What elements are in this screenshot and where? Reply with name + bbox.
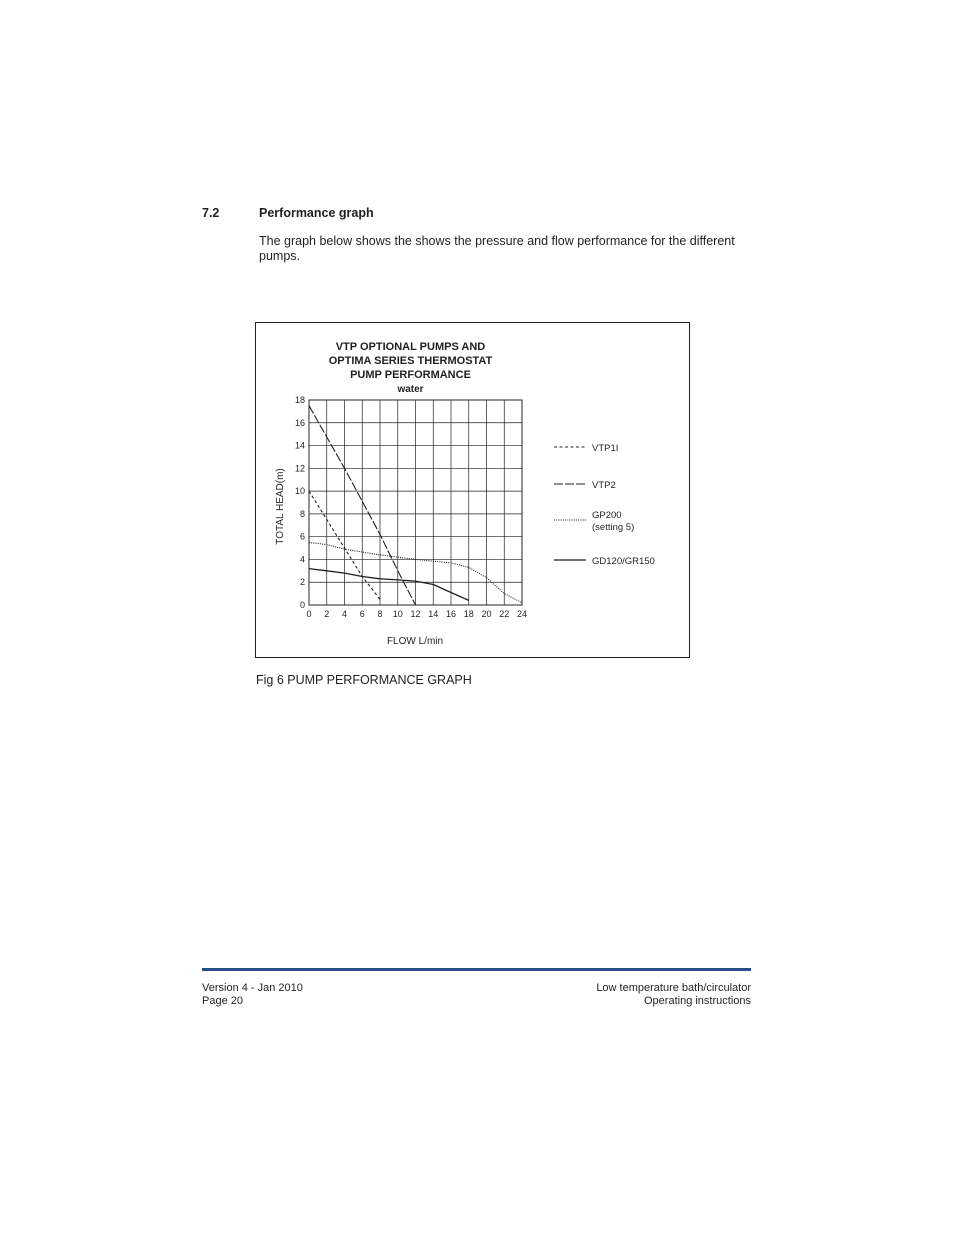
y-tick-label: 10 [294,486,305,497]
x-tick-label: 6 [359,609,365,619]
chart-subtitle: water [397,384,424,395]
x-tick-label: 4 [341,609,348,619]
footer-left [202,982,303,1008]
legend-label: (setting 5) [592,522,635,533]
figure-caption: Fig 6 PUMP PERFORMANCE GRAPH [256,673,472,687]
legend-label: GP200 [592,510,622,521]
footer-version: Version 4 - Jan 2010 [202,982,303,994]
x-tick-label: 20 [481,609,492,619]
chart-title-line: VTP OPTIONAL PUMPS AND [335,341,486,353]
chart-frame [255,322,690,658]
pump-performance-chart [256,323,689,657]
section-title: Performance graph [259,206,374,220]
legend-label: VTP2 [592,480,616,491]
y-tick-label: 4 [299,554,305,565]
legend-label: VTP1I [592,443,619,454]
chart-title-line: PUMP PERFORMANCE [350,369,471,381]
y-tick-label: 6 [299,531,305,542]
x-tick-label: 18 [463,609,474,619]
y-tick-label: 16 [294,417,305,428]
y-tick-label: 14 [294,440,305,451]
x-tick-label: 14 [428,609,439,619]
footer-product: Low temperature bath/circulator [596,982,751,994]
footer-right [596,982,751,1008]
x-tick-label: 16 [445,609,457,619]
x-tick-label: 22 [499,609,510,619]
x-tick-label: 8 [377,609,383,619]
footer-doc-type: Operating instructions [644,995,751,1007]
y-tick-label: 18 [294,395,305,405]
y-tick-label: 8 [299,508,305,519]
x-axis-label: FLOW L/min [386,636,444,647]
chart-title-line: OPTIMA SERIES THERMOSTAT [328,355,493,367]
x-tick-label: 12 [410,609,421,619]
footer-page-number: Page 20 [202,995,243,1007]
section-number: 7.2 [202,206,220,220]
footer-rule [202,968,751,971]
x-tick-label: 2 [324,609,330,619]
x-tick-label: 10 [392,609,403,619]
x-tick-label: 24 [516,609,528,619]
x-tick-label: 0 [306,609,312,619]
y-axis-label: TOTAL HEAD(m) [275,468,286,545]
series-line [309,569,469,601]
y-tick-label: 2 [299,577,305,588]
y-tick-label: 12 [294,463,305,474]
legend-label: GD120/GR150 [592,556,655,567]
intro-paragraph: The graph below shows the shows the pressure and flow performance for the different pumps. [259,234,735,263]
y-tick-label: 0 [299,600,305,610]
